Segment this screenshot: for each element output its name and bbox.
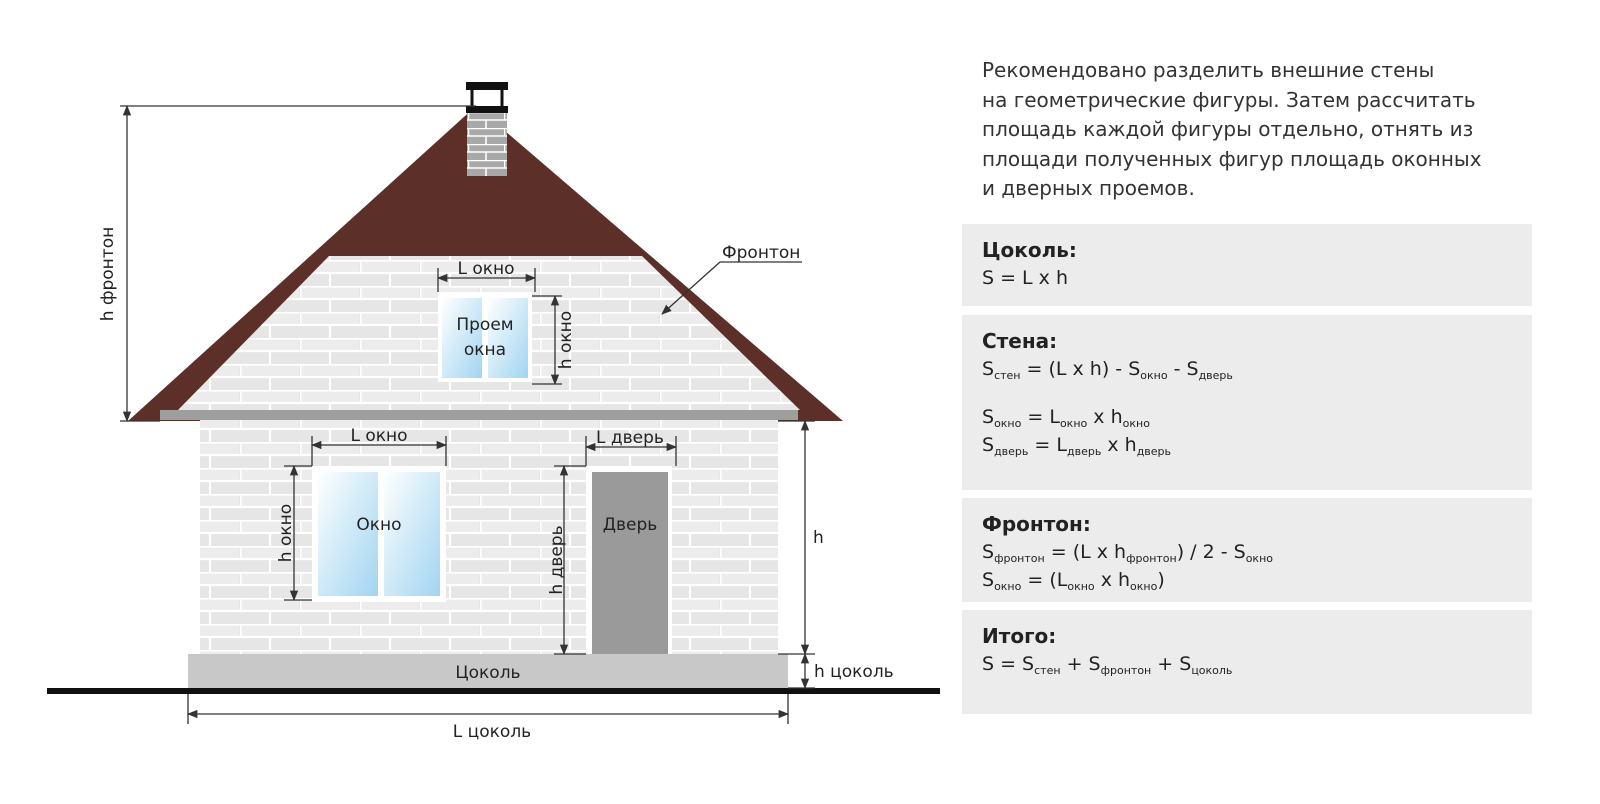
label-l-okno: L окно [350, 426, 408, 446]
card-fronton [962, 498, 1532, 602]
card-tsokol [962, 224, 1532, 306]
intro-line: Рекомендовано разделить внешние стены [982, 58, 1435, 82]
formula-s-fronton: $S_{фронтон} = (L$ x $h_{фронтон}) / 2 - S_{окно}$ [982, 541, 1273, 565]
card-itogo [962, 610, 1532, 714]
card-fronton-title: Фронтон: [982, 512, 1091, 536]
formula-tsokol: S = L x h [982, 267, 1069, 289]
label-l-okno-gable: L окно [457, 259, 515, 279]
intro-line: на геометрические фигуры. Затем рассчитать [982, 87, 1476, 112]
card-tsokol-title: Цоколь: [982, 238, 1077, 262]
intro-text [982, 56, 1542, 204]
card-stena-title: Стена: [982, 329, 1058, 353]
label-h-fronton: h фронтон [98, 226, 118, 322]
label-proem-line1: Проем [456, 315, 514, 335]
label-l-dver: L дверь [596, 428, 664, 448]
label-h-okno-gable: h окно [556, 310, 576, 370]
label-fronton: Фронтон [722, 243, 801, 263]
label-l-tsokol: L цоколь [452, 722, 532, 742]
formula-s-dver: $S_{дверь} = L_{дверь}$ x $h_{дверь}$ [982, 434, 1172, 458]
label-okno: Окно [356, 515, 402, 535]
intro-line: площади полученных фигур площадь оконных [982, 146, 1482, 171]
intro-line: площадь каждой фигуры отдельно, отнять из [982, 117, 1474, 141]
label-h: h [813, 528, 824, 548]
card-stena [962, 315, 1532, 490]
intro-line: и дверных проемов. [982, 176, 1195, 200]
chimney-base-band [466, 106, 508, 113]
formula-s-sten: $S_{стен} = (L$ x $h) - S_{окно} - S_{дверь}$ [982, 358, 1233, 382]
formula-s-okno: $S_{окно} = L_{окно}$ x $h_{окно}$ [982, 406, 1150, 430]
formula-s-okno-fronton: $S_{окно} = (L_{окно}$ x $h_{окно}$) [982, 569, 1165, 593]
label-h-dver: h дверь [547, 525, 567, 595]
label-h-okno: h окно [276, 503, 296, 563]
label-dver: Дверь [602, 515, 658, 535]
gable-window-pane-left [442, 298, 482, 378]
eave [160, 410, 798, 420]
card-itogo-title: Итого: [982, 624, 1057, 648]
formula-total: $S = S_{стен} + S_{фронтон} + S_{цоколь}$ [982, 653, 1233, 677]
label-tsokol: Цоколь [455, 663, 521, 683]
gable-window-pane-right [488, 298, 528, 378]
door [592, 472, 668, 654]
label-h-tsokol: h цоколь [814, 662, 894, 682]
chimney [467, 112, 507, 176]
ground-line [47, 688, 940, 694]
chimney-cap [466, 82, 508, 90]
label-proem-line2: окна [463, 340, 507, 360]
